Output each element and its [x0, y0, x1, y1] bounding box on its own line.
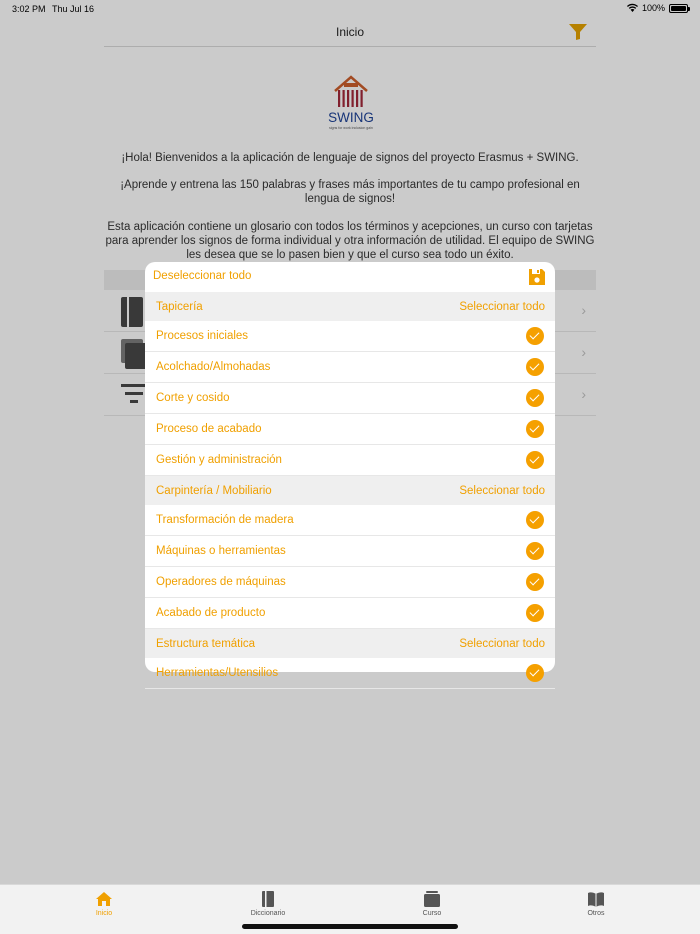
item-label: Máquinas o herramientas [156, 545, 286, 557]
item-label: Proceso de acabado [156, 423, 262, 435]
checkmark-icon [526, 511, 544, 529]
home-indicator [242, 924, 458, 929]
item-label: Gestión y administración [156, 454, 282, 466]
intro-greeting: ¡Hola! Bienvenidos a la aplicación de lenguaje de signos del proyecto Erasmus + SWING. [121, 152, 579, 164]
checkmark-icon [526, 664, 544, 682]
item-label: Operadores de máquinas [156, 576, 286, 588]
tab-label: Inicio [95, 910, 113, 917]
book-icon [259, 891, 277, 907]
svg-text:SWING: SWING [328, 110, 374, 125]
tab-curso[interactable] [392, 891, 472, 917]
checkmark-icon [526, 542, 544, 560]
chevron-right-icon: › [581, 302, 586, 318]
filter-item[interactable] [145, 383, 555, 414]
select-all-button[interactable]: Seleccionar todo [459, 301, 545, 313]
tab-label: Diccionario [250, 910, 286, 917]
item-label: Acolchado/Almohadas [156, 361, 271, 373]
checkmark-icon [526, 604, 544, 622]
group-header-estructura [145, 629, 555, 658]
battery-percent: 100% [641, 3, 665, 13]
item-label: Corte y cosido [156, 392, 230, 404]
checkmark-icon [526, 420, 544, 438]
save-icon[interactable] [528, 268, 546, 286]
group-title: Tapicería [156, 301, 203, 313]
group-title: Carpintería / Mobiliario [156, 485, 272, 497]
item-label: Transformación de madera [156, 514, 294, 526]
intro-learn: ¡Aprende y entrena las 150 palabras y frases más importantes de tu campo profesional en lengua de signos! [120, 179, 580, 205]
filter-item[interactable] [145, 445, 555, 476]
filter-item[interactable] [145, 658, 555, 689]
item-label: Acabado de producto [156, 607, 266, 619]
filter-item[interactable] [145, 414, 555, 445]
filter-item[interactable] [145, 352, 555, 383]
item-label: Procesos iniciales [156, 330, 249, 342]
item-label: Herramientas/Utensilios [156, 667, 279, 679]
filter-item[interactable] [145, 567, 555, 598]
tab-label: Curso [422, 910, 442, 917]
select-all-button[interactable]: Seleccionar todo [459, 638, 545, 650]
status-date: Thu Jul 16 [52, 4, 95, 14]
home-icon [95, 891, 113, 907]
deselect-all-button[interactable]: Deseleccionar todo [153, 270, 252, 282]
tab-otros[interactable] [556, 891, 636, 917]
filter-item[interactable] [145, 505, 555, 536]
checkmark-icon [526, 327, 544, 345]
intro-description: Esta aplicación contiene un glosario con todos los términos y acepciones, un curso con tarjetas para aprender los signos de forma individual y otra información de utilidad. El equipo de SWING les desea que se lo pasen bien y que el curso sea todo un éxito. [105, 221, 595, 261]
status-time: 3:02 PM [12, 4, 46, 14]
modal-header [145, 262, 555, 292]
checkmark-icon [526, 389, 544, 407]
filter-modal [145, 262, 555, 679]
page-title: Inicio [335, 25, 364, 39]
open-book-icon [587, 891, 605, 907]
checkmark-icon [526, 451, 544, 469]
tab-inicio[interactable] [64, 891, 144, 917]
tab-label: Otros [587, 910, 605, 917]
filter-item[interactable] [145, 598, 555, 629]
group-header-carpinteria [145, 476, 555, 505]
group-title: Estructura temática [156, 638, 256, 650]
select-all-button[interactable]: Seleccionar todo [459, 485, 545, 497]
filter-item[interactable] [145, 536, 555, 567]
tab-diccionario[interactable] [228, 891, 308, 917]
cards-icon [423, 891, 441, 907]
group-header-tapiceria [145, 292, 555, 321]
chevron-right-icon: › [581, 386, 586, 402]
checkmark-icon [526, 358, 544, 376]
svg-text:signs for work inclusion gain: signs for work inclusion gain [329, 126, 373, 130]
chevron-right-icon: › [581, 344, 586, 360]
filter-item[interactable] [145, 321, 555, 352]
checkmark-icon [526, 573, 544, 591]
